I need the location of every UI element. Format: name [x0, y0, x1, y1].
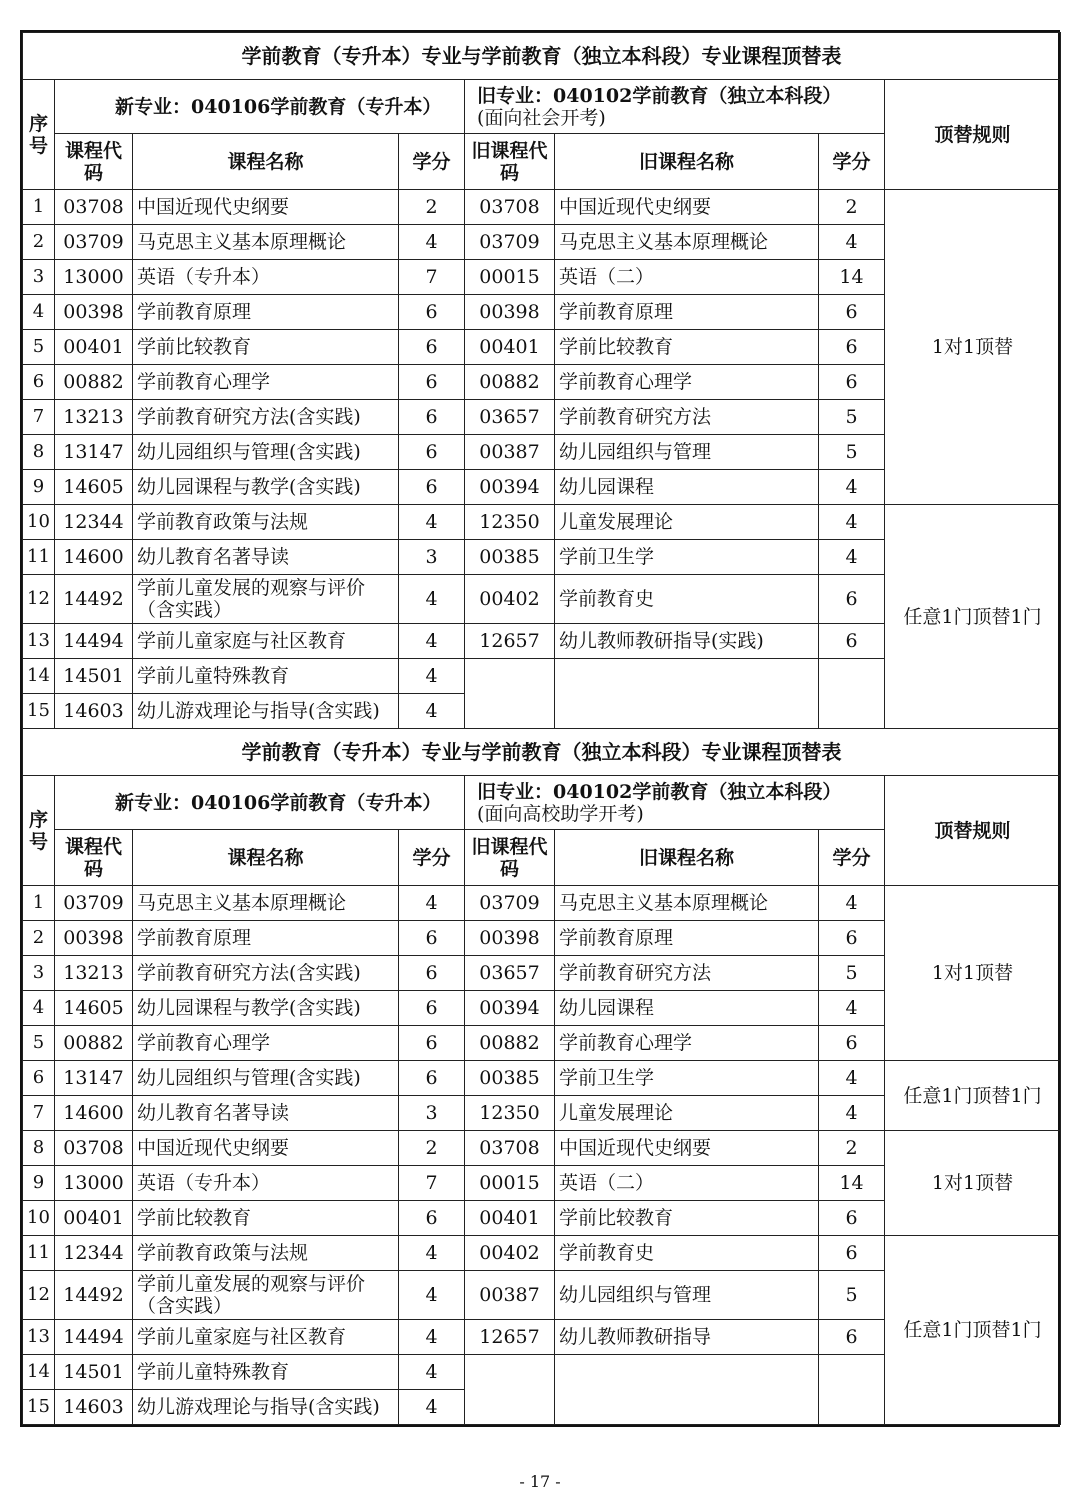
rule-cell: 1对1顶替 [885, 190, 1061, 505]
seq-cell: 3 [23, 956, 55, 991]
old-credit-cell: 6 [819, 1320, 885, 1355]
credit-cell: 6 [399, 921, 465, 956]
seq-cell: 1 [23, 886, 55, 921]
page-number: - 17 - [519, 1472, 561, 1491]
old-course-code-cell: 00401 [465, 330, 555, 365]
old-course-name-cell: 英语（二） [555, 1166, 819, 1201]
credit-cell: 3 [399, 540, 465, 575]
seq-cell: 7 [23, 1096, 55, 1131]
course-code-cell: 00882 [55, 1026, 133, 1061]
course-code-cell: 14501 [55, 1355, 133, 1390]
old-course-code-cell: 00398 [465, 295, 555, 330]
credit-cell: 4 [399, 624, 465, 659]
course-code-cell: 00401 [55, 330, 133, 365]
old-credit-cell: 4 [819, 991, 885, 1026]
old-course-name-cell: 儿童发展理论 [555, 505, 819, 540]
course-code-cell: 03708 [55, 1131, 133, 1166]
col-header-code: 课程代码 [55, 134, 133, 190]
old-credit-cell: 6 [819, 1236, 885, 1271]
course-name-cell: 学前教育心理学 [133, 1026, 399, 1061]
course-code-cell: 14600 [55, 540, 133, 575]
course-name-cell: 幼儿教育名著导读 [133, 540, 399, 575]
old-course-name-cell: 学前比较教育 [555, 330, 819, 365]
course-name-cell: 英语（专升本） [133, 260, 399, 295]
credit-cell: 4 [399, 1271, 465, 1320]
old-credit-cell: 6 [819, 295, 885, 330]
course-code-cell: 13000 [55, 260, 133, 295]
credit-cell: 4 [399, 1320, 465, 1355]
old-credit-cell: 4 [819, 470, 885, 505]
old-course-name-cell: 中国近现代史纲要 [555, 1131, 819, 1166]
course-name-cell: 学前教育原理 [133, 295, 399, 330]
old-major-line1: 旧专业：040102学前教育（独立本科段） [477, 84, 842, 107]
old-course-code-cell: 00394 [465, 991, 555, 1026]
old-course-code-cell: 03657 [465, 956, 555, 991]
seq-cell: 2 [23, 921, 55, 956]
old-major-line1: 旧专业：040102学前教育（独立本科段） [477, 780, 842, 803]
course-name-cell: 学前教育政策与法规 [133, 1236, 399, 1271]
course-code-cell: 14605 [55, 991, 133, 1026]
seq-header: 序号 [23, 80, 55, 190]
old-credit-cell: 5 [819, 400, 885, 435]
old-major-line2: (面向社会开考) [477, 106, 606, 129]
course-code-cell: 03709 [55, 886, 133, 921]
old-course-code-cell: 00387 [465, 435, 555, 470]
credit-cell: 4 [399, 225, 465, 260]
old-credit-cell: 2 [819, 190, 885, 225]
course-name-cell: 学前教育研究方法(含实践) [133, 956, 399, 991]
credit-cell: 6 [399, 365, 465, 400]
credit-cell: 4 [399, 659, 465, 694]
course-name-cell: 学前教育研究方法(含实践) [133, 400, 399, 435]
old-credit-cell: 5 [819, 956, 885, 991]
credit-cell: 4 [399, 575, 465, 624]
credit-cell: 4 [399, 886, 465, 921]
new-major-header: 新专业：040106学前教育（专升本） [55, 80, 465, 134]
old-course-name-cell: 学前卫生学 [555, 1061, 819, 1096]
old-course-name-cell: 学前教育研究方法 [555, 956, 819, 991]
course-code-cell: 14492 [55, 575, 133, 624]
table-2-body [23, 886, 1061, 1425]
old-course-code-cell: 03708 [465, 190, 555, 225]
seq-cell: 8 [23, 435, 55, 470]
credit-cell: 4 [399, 694, 465, 729]
old-course-code-cell [465, 659, 555, 729]
old-course-code-cell: 03708 [465, 1131, 555, 1166]
col-header-old-code: 旧课程代码 [465, 830, 555, 886]
seq-cell: 10 [23, 1201, 55, 1236]
old-credit-cell: 6 [819, 921, 885, 956]
seq-cell: 12 [23, 1271, 55, 1320]
seq-cell: 5 [23, 1026, 55, 1061]
old-course-code-cell: 00398 [465, 921, 555, 956]
credit-cell: 6 [399, 330, 465, 365]
seq-cell: 11 [23, 1236, 55, 1271]
credit-cell: 2 [399, 190, 465, 225]
old-course-name-cell: 儿童发展理论 [555, 1096, 819, 1131]
col-header-old-credit: 学分 [819, 830, 885, 886]
course-name-cell: 学前儿童发展的观察与评价（含实践） [133, 1271, 399, 1320]
course-code-cell: 13213 [55, 400, 133, 435]
course-code-cell: 03709 [55, 225, 133, 260]
old-course-name-cell: 幼儿教师教研指导(实践) [555, 624, 819, 659]
course-name-cell: 学前儿童发展的观察与评价（含实践） [133, 575, 399, 624]
course-name-cell: 学前儿童家庭与社区教育 [133, 624, 399, 659]
old-credit-cell [819, 659, 885, 729]
old-course-name-cell: 幼儿教师教研指导 [555, 1320, 819, 1355]
credit-cell: 4 [399, 505, 465, 540]
old-course-name-cell: 学前教育史 [555, 575, 819, 624]
table-1-body [23, 190, 1061, 729]
table-row [23, 1236, 1061, 1271]
old-course-code-cell: 00882 [465, 1026, 555, 1061]
seq-cell: 4 [23, 295, 55, 330]
course-name-cell: 马克思主义基本原理概论 [133, 225, 399, 260]
old-course-code-cell: 12657 [465, 624, 555, 659]
course-name-cell: 幼儿园课程与教学(含实践) [133, 470, 399, 505]
seq-cell: 15 [23, 1390, 55, 1425]
old-course-name-cell [555, 1355, 819, 1425]
credit-cell: 6 [399, 400, 465, 435]
course-name-cell: 学前儿童特殊教育 [133, 659, 399, 694]
course-code-cell: 14603 [55, 1390, 133, 1425]
old-credit-cell: 6 [819, 1026, 885, 1061]
old-course-name-cell: 中国近现代史纲要 [555, 190, 819, 225]
col-header-old-name: 旧课程名称 [555, 134, 819, 190]
course-name-cell: 幼儿教育名著导读 [133, 1096, 399, 1131]
course-name-cell: 学前教育心理学 [133, 365, 399, 400]
table-1 [23, 33, 1061, 190]
course-name-cell: 学前教育原理 [133, 921, 399, 956]
old-course-code-cell: 00402 [465, 1236, 555, 1271]
old-credit-cell: 6 [819, 575, 885, 624]
old-credit-cell: 14 [819, 260, 885, 295]
old-course-name-cell: 学前比较教育 [555, 1201, 819, 1236]
credit-cell: 6 [399, 1026, 465, 1061]
credit-cell: 2 [399, 1131, 465, 1166]
course-name-cell: 英语（专升本） [133, 1166, 399, 1201]
course-code-cell: 14494 [55, 1320, 133, 1355]
course-name-cell: 幼儿游戏理论与指导(含实践) [133, 1390, 399, 1425]
credit-cell: 7 [399, 1166, 465, 1201]
course-name-cell: 学前比较教育 [133, 1201, 399, 1236]
old-course-name-cell: 马克思主义基本原理概论 [555, 886, 819, 921]
seq-cell: 10 [23, 505, 55, 540]
seq-cell: 6 [23, 365, 55, 400]
seq-cell: 1 [23, 190, 55, 225]
course-code-cell: 12344 [55, 505, 133, 540]
credit-cell: 6 [399, 991, 465, 1026]
old-course-name-cell: 英语（二） [555, 260, 819, 295]
course-name-cell: 学前儿童家庭与社区教育 [133, 1320, 399, 1355]
table-row [23, 886, 1061, 921]
credit-cell: 6 [399, 1061, 465, 1096]
old-course-name-cell: 幼儿园课程 [555, 991, 819, 1026]
old-course-name-cell [555, 659, 819, 729]
new-major-header: 新专业：040106学前教育（专升本） [55, 776, 465, 830]
credit-cell: 6 [399, 1201, 465, 1236]
seq-cell: 14 [23, 659, 55, 694]
rule-cell: 任意1门顶替1门 [885, 1236, 1061, 1425]
course-name-cell: 学前儿童特殊教育 [133, 1355, 399, 1390]
course-name-cell: 幼儿园课程与教学(含实践) [133, 991, 399, 1026]
course-code-cell: 14600 [55, 1096, 133, 1131]
course-substitution-sheet [20, 30, 1060, 1427]
course-code-cell: 13213 [55, 956, 133, 991]
course-code-cell: 00398 [55, 295, 133, 330]
table-row [23, 1061, 1061, 1096]
col-header-old-credit: 学分 [819, 134, 885, 190]
credit-cell: 6 [399, 470, 465, 505]
seq-cell: 14 [23, 1355, 55, 1390]
credit-cell: 6 [399, 435, 465, 470]
course-name-cell: 马克思主义基本原理概论 [133, 886, 399, 921]
course-code-cell: 13147 [55, 1061, 133, 1096]
course-code-cell: 13000 [55, 1166, 133, 1201]
old-major-header [465, 776, 885, 830]
seq-cell: 7 [23, 400, 55, 435]
rule-header: 顶替规则 [885, 80, 1061, 190]
old-course-name-cell: 学前教育原理 [555, 295, 819, 330]
credit-cell: 6 [399, 295, 465, 330]
credit-cell: 4 [399, 1390, 465, 1425]
seq-cell: 3 [23, 260, 55, 295]
table-row [23, 1131, 1061, 1166]
rule-cell: 任意1门顶替1门 [885, 505, 1061, 729]
old-credit-cell: 6 [819, 1201, 885, 1236]
old-credit-cell [819, 1355, 885, 1425]
course-code-cell: 14603 [55, 694, 133, 729]
old-course-code-cell [465, 1355, 555, 1425]
course-name-cell: 学前教育政策与法规 [133, 505, 399, 540]
old-course-name-cell: 学前教育心理学 [555, 1026, 819, 1061]
old-course-name-cell: 学前教育心理学 [555, 365, 819, 400]
credit-cell: 7 [399, 260, 465, 295]
course-name-cell: 中国近现代史纲要 [133, 190, 399, 225]
old-course-name-cell: 学前教育史 [555, 1236, 819, 1271]
old-course-name-cell: 马克思主义基本原理概论 [555, 225, 819, 260]
course-name-cell: 幼儿园组织与管理(含实践) [133, 435, 399, 470]
old-course-code-cell: 00882 [465, 365, 555, 400]
old-course-code-cell: 03709 [465, 886, 555, 921]
old-credit-cell: 5 [819, 1271, 885, 1320]
seq-cell: 12 [23, 575, 55, 624]
col-header-old-name: 旧课程名称 [555, 830, 819, 886]
table-row [23, 505, 1061, 540]
old-credit-cell: 5 [819, 435, 885, 470]
old-course-name-cell: 学前教育研究方法 [555, 400, 819, 435]
old-course-code-cell: 00401 [465, 1201, 555, 1236]
course-code-cell: 14492 [55, 1271, 133, 1320]
old-credit-cell: 2 [819, 1131, 885, 1166]
old-credit-cell: 4 [819, 225, 885, 260]
old-credit-cell: 6 [819, 330, 885, 365]
seq-cell: 4 [23, 991, 55, 1026]
old-course-code-cell: 03657 [465, 400, 555, 435]
seq-cell: 13 [23, 1320, 55, 1355]
course-code-cell: 00398 [55, 921, 133, 956]
old-course-code-cell: 00015 [465, 1166, 555, 1201]
seq-cell: 9 [23, 470, 55, 505]
old-major-header [465, 80, 885, 134]
old-course-code-cell: 12350 [465, 505, 555, 540]
col-header-credit: 学分 [399, 134, 465, 190]
seq-cell: 13 [23, 624, 55, 659]
old-course-name-cell: 学前卫生学 [555, 540, 819, 575]
old-credit-cell: 4 [819, 886, 885, 921]
rule-cell: 1对1顶替 [885, 886, 1061, 1061]
substitution-table [22, 32, 1061, 1425]
course-code-cell: 00401 [55, 1201, 133, 1236]
course-code-cell: 14494 [55, 624, 133, 659]
table-2 [23, 729, 1061, 886]
course-name-cell: 幼儿游戏理论与指导(含实践) [133, 694, 399, 729]
old-credit-cell: 4 [819, 1061, 885, 1096]
old-credit-cell: 4 [819, 540, 885, 575]
old-credit-cell: 4 [819, 1096, 885, 1131]
course-code-cell: 14501 [55, 659, 133, 694]
seq-cell: 5 [23, 330, 55, 365]
old-credit-cell: 6 [819, 624, 885, 659]
seq-header: 序号 [23, 776, 55, 886]
credit-cell: 3 [399, 1096, 465, 1131]
rule-cell: 任意1门顶替1门 [885, 1061, 1061, 1131]
old-course-code-cell: 00402 [465, 575, 555, 624]
seq-cell: 8 [23, 1131, 55, 1166]
old-course-code-cell: 00015 [465, 260, 555, 295]
course-name-cell: 中国近现代史纲要 [133, 1131, 399, 1166]
credit-cell: 4 [399, 1236, 465, 1271]
course-name-cell: 学前比较教育 [133, 330, 399, 365]
course-code-cell: 12344 [55, 1236, 133, 1271]
table-title: 学前教育（专升本）专业与学前教育（独立本科段）专业课程顶替表 [23, 33, 1061, 80]
rule-header: 顶替规则 [885, 776, 1061, 886]
course-code-cell: 03708 [55, 190, 133, 225]
seq-cell: 2 [23, 225, 55, 260]
course-code-cell: 00882 [55, 365, 133, 400]
old-major-line2: (面向高校助学开考) [477, 802, 644, 825]
table-row [23, 190, 1061, 225]
old-course-name-cell: 幼儿园组织与管理 [555, 435, 819, 470]
old-credit-cell: 4 [819, 505, 885, 540]
course-code-cell: 13147 [55, 435, 133, 470]
col-header-code: 课程代码 [55, 830, 133, 886]
old-course-name-cell: 学前教育原理 [555, 921, 819, 956]
col-header-name: 课程名称 [133, 830, 399, 886]
credit-cell: 4 [399, 1355, 465, 1390]
col-header-name: 课程名称 [133, 134, 399, 190]
old-credit-cell: 14 [819, 1166, 885, 1201]
seq-cell: 6 [23, 1061, 55, 1096]
course-name-cell: 幼儿园组织与管理(含实践) [133, 1061, 399, 1096]
old-credit-cell: 6 [819, 365, 885, 400]
old-course-name-cell: 幼儿园组织与管理 [555, 1271, 819, 1320]
course-code-cell: 14605 [55, 470, 133, 505]
seq-cell: 15 [23, 694, 55, 729]
col-header-old-code: 旧课程代码 [465, 134, 555, 190]
old-course-code-cell: 12350 [465, 1096, 555, 1131]
old-course-code-cell: 12657 [465, 1320, 555, 1355]
col-header-credit: 学分 [399, 830, 465, 886]
table-title: 学前教育（专升本）专业与学前教育（独立本科段）专业课程顶替表 [23, 729, 1061, 776]
old-course-code-cell: 00385 [465, 1061, 555, 1096]
old-course-code-cell: 03709 [465, 225, 555, 260]
old-course-name-cell: 幼儿园课程 [555, 470, 819, 505]
old-course-code-cell: 00385 [465, 540, 555, 575]
rule-cell: 1对1顶替 [885, 1131, 1061, 1236]
old-course-code-cell: 00387 [465, 1271, 555, 1320]
old-course-code-cell: 00394 [465, 470, 555, 505]
seq-cell: 9 [23, 1166, 55, 1201]
seq-cell: 11 [23, 540, 55, 575]
credit-cell: 6 [399, 956, 465, 991]
